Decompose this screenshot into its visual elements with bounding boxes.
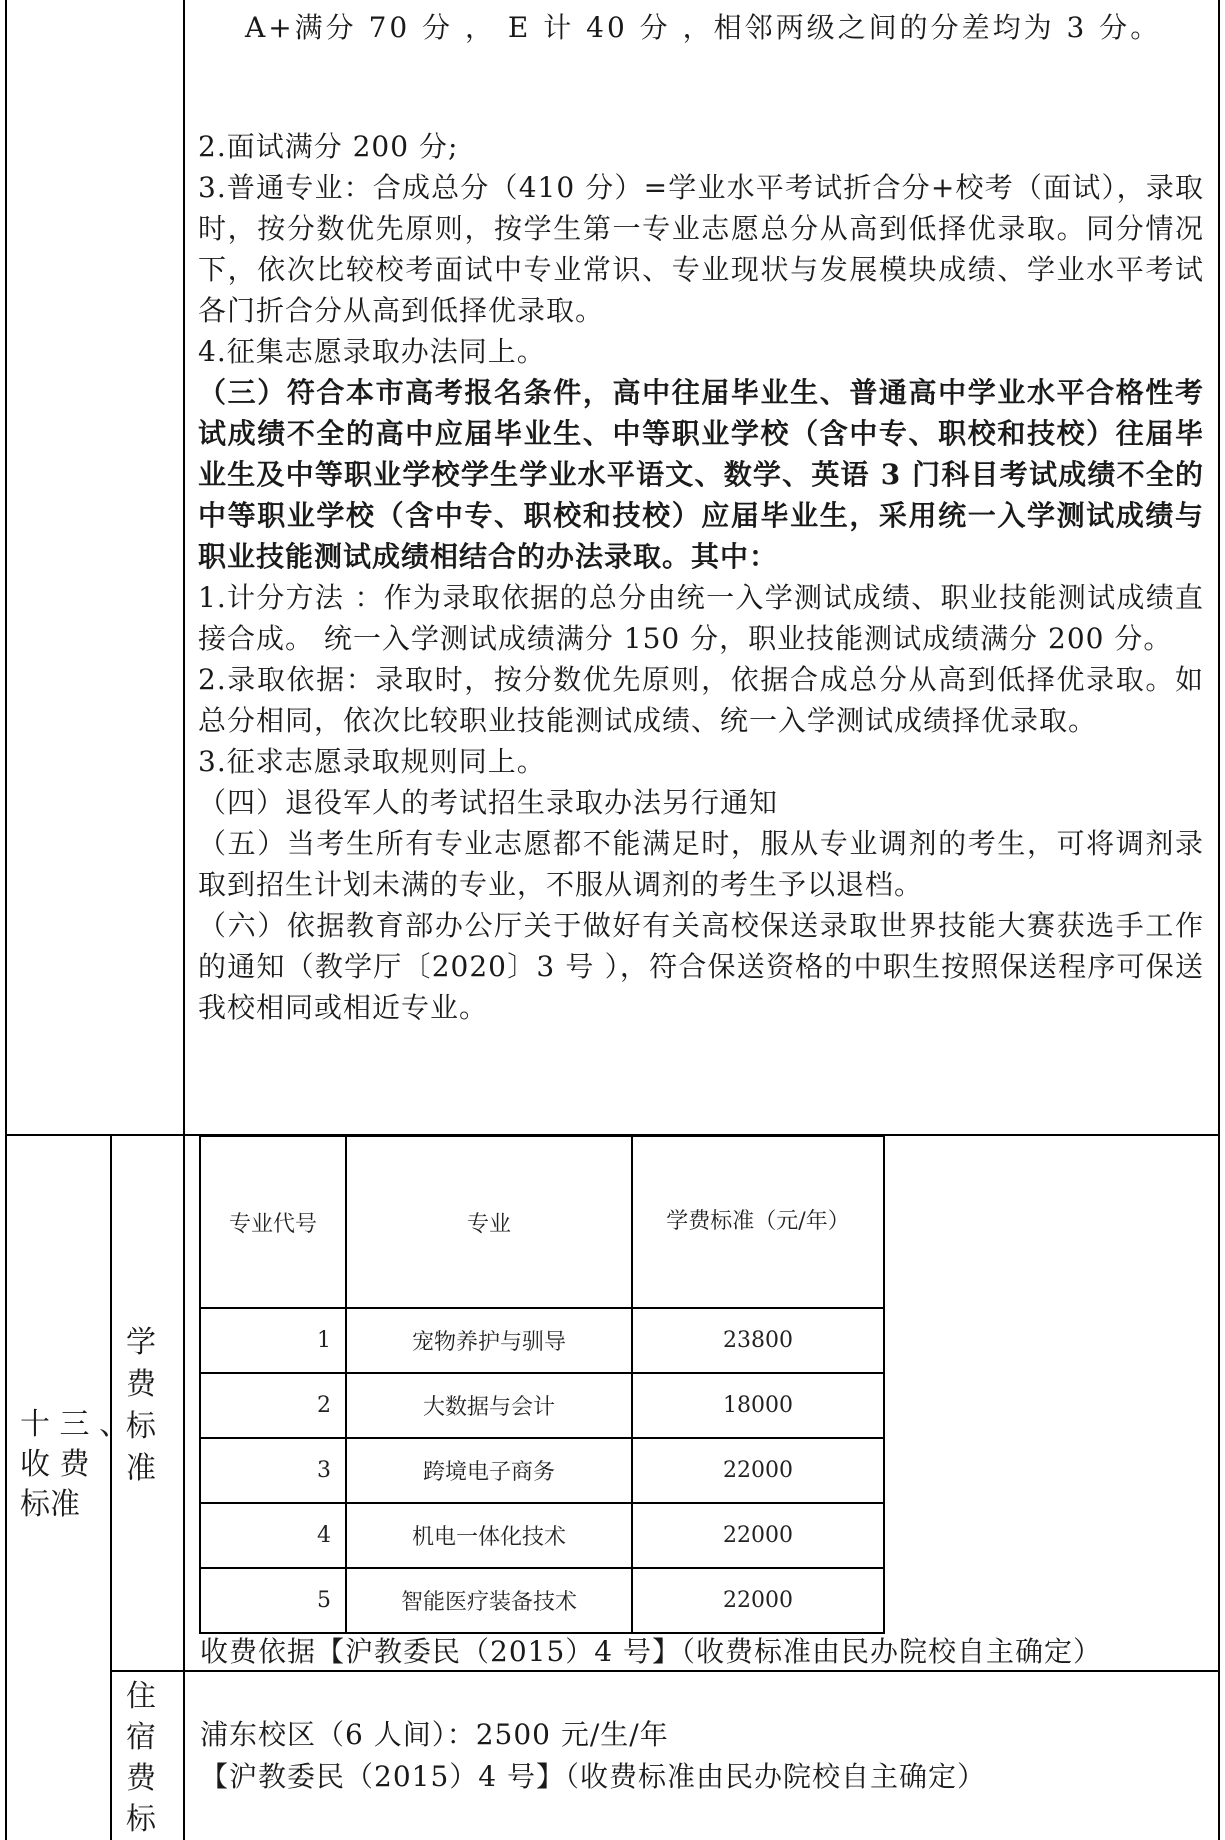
paragraph: （三）符合本市高考报名条件，高中往届毕业生、普通高中学业水平合格性考试成绩不全的高中应届毕业生、中等职业学校（含中专、职校和技校）往届毕业生及中等职业学校学生学业水平语文、数学、英语 3 门科目考试成绩不全的中等职业学校（含中专、职校和技校）应届毕业生，采用统一入学测试成绩与职业技能测试成绩相结合的办法录取。其中： — [198, 376, 1204, 573]
tuition-fee-cell: 23800 — [632, 1308, 884, 1373]
paragraph: （四）退役军人的考试招生录取办法另行通知 — [198, 786, 779, 819]
paragraph: 3.征求志愿录取规则同上。 — [198, 745, 546, 778]
tuition-table-header — [200, 1136, 884, 1308]
tuition-major-cell: 智能医疗装备技术 — [346, 1568, 632, 1633]
paragraph: 4.征集志愿录取办法同上。 — [198, 335, 546, 368]
dorm-fee-line1: 浦东校区（6 人间）：2500 元/生/年 — [200, 1718, 669, 1751]
section-label-line3: 标准 — [20, 1487, 80, 1522]
tuition-major-cell: 机电一体化技术 — [346, 1503, 632, 1568]
tuition-basis: 收费依据【沪教委民（2015）4 号】（收费标准由民办院校自主确定） — [200, 1635, 1102, 1668]
dorm-fee-text — [200, 1714, 986, 1798]
tuition-code-cell: 5 — [200, 1568, 346, 1633]
tuition-fee-cell: 22000 — [632, 1438, 884, 1503]
tuition-table — [199, 1135, 885, 1634]
paragraph: 2.录取依据：录取时，按分数优先原则，依据合成总分从高到低择优录取。如总分相同，依次比较职业技能测试成绩、统一入学测试成绩择优录取。 — [198, 663, 1204, 737]
table-row — [200, 1373, 884, 1438]
tuition-label: 学 费 标 准 — [126, 1325, 156, 1486]
tuition-major-cell: 宠物养护与驯导 — [346, 1308, 632, 1373]
paragraph: （六）依据教育部办公厅关于做好有关高校保送录取世界技能大赛获选手工作的通知（教学厅〔2020〕3 号 ），符合保送资格的中职生按照保送程序可保送我校相同或相近专业。 — [198, 909, 1204, 1024]
table-row — [200, 1503, 884, 1568]
tuition-code-cell: 2 — [200, 1373, 346, 1438]
paragraph: 2.面试满分 200 分; — [198, 130, 459, 163]
section-label-line1: 十 三 、 — [20, 1407, 130, 1442]
table-row — [200, 1308, 884, 1373]
header-major: 专业 — [346, 1136, 632, 1308]
table-row — [200, 1568, 884, 1633]
header-code: 专业代号 — [200, 1136, 346, 1308]
section-label-line2: 收 费 — [20, 1447, 90, 1482]
header-fee: 学费标准（元/年） — [632, 1136, 884, 1308]
tuition-fee-cell: 22000 — [632, 1503, 884, 1568]
table-row — [200, 1438, 884, 1503]
tuition-fee-cell: 22000 — [632, 1568, 884, 1633]
paragraph: 1.计分方法 ：作为录取依据的总分由统一入学测试成绩、职业技能测试成绩直接合成。 统一入学测试成绩满分 150 分，职业技能测试成绩满分 200 分。 — [198, 581, 1204, 655]
table-border-label-column — [183, 0, 185, 1840]
tuition-fee-cell: 18000 — [632, 1373, 884, 1438]
paragraph: （五）当考生所有专业志愿都不能满足时，服从专业调剂的考生，可将调剂录取到招生计划未满的专业，不服从调剂的考生予以退档。 — [198, 827, 1204, 901]
table-border-left — [5, 0, 7, 1840]
paragraph: 3.普通专业：合成总分（410 分）=学业水平考试折合分+校考（面试），录取时，按分数优先原则，按学生第一专业志愿总分从高到低择优录取。同分情况下，依次比较校考面试中专业常识、专业现状与发展模块成绩、学业水平考试各门折合分从高到低择优录取。 — [198, 171, 1204, 327]
tuition-code-cell: 1 — [200, 1308, 346, 1373]
section-label-fee-standard — [20, 1405, 129, 1525]
tuition-code-cell: 4 — [200, 1503, 346, 1568]
dorm-label: 住 宿 费 标 — [126, 1679, 156, 1837]
dorm-fee-line2: 【沪教委民（2015）4 号】（收费标准由民办院校自主确定） — [200, 1760, 986, 1793]
table-border-right — [1218, 0, 1220, 1840]
table-border-dorm-divider — [110, 1670, 1220, 1672]
tuition-major-cell: 跨境电子商务 — [346, 1438, 632, 1503]
score-grade-note: A+满分 70 分 ， E 计 40 分 ，相邻两级之间的分差均为 3 分。 — [245, 11, 1162, 44]
tuition-code-cell: 3 — [200, 1438, 346, 1503]
admission-rules-text — [198, 126, 1204, 1028]
tuition-major-cell: 大数据与会计 — [346, 1373, 632, 1438]
